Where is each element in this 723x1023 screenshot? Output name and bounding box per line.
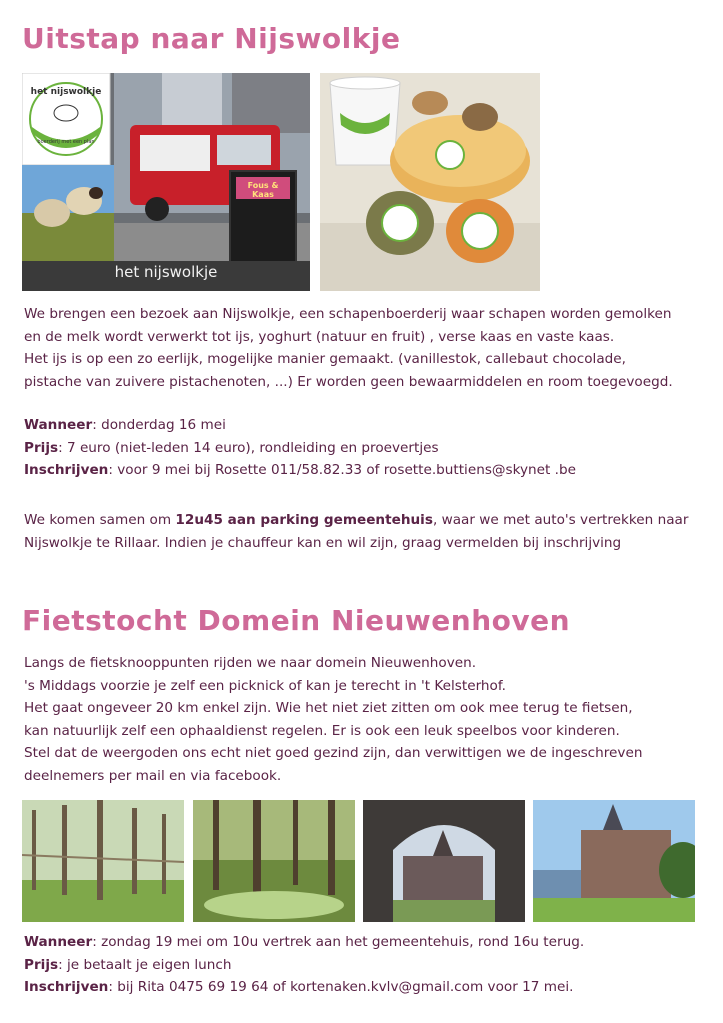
price-label: Prijs bbox=[24, 439, 59, 456]
section-title-nijswolkje: Uitstap naar Nijswolkje bbox=[22, 22, 401, 55]
section2-line-2: 's Middags voorzie je zelf een picknick of kan je terecht in 't Kelsterhof. bbox=[24, 677, 506, 694]
logo-subtext: boerderij met een plan bbox=[37, 139, 95, 145]
section2-line-4: kan natuurlijk zelf een ophaaldienst regelen. Er is ook een leuk speelbos voor kinderen. bbox=[24, 722, 620, 739]
section1-details bbox=[24, 414, 720, 482]
register-value: : bij Rita 0475 69 19 64 of kortenaken.kvlv@gmail.com voor 17 mei. bbox=[108, 979, 574, 995]
section2-line-1: Langs de fietsknooppunten rijden we naar domein Nieuwenhoven. bbox=[24, 655, 477, 671]
section1-meeting bbox=[24, 509, 720, 554]
logo-text: het nijswolkje bbox=[30, 87, 102, 97]
when-value: : zondag 19 mei om 10u vertrek aan het gemeentehuis, rond 16u terug. bbox=[92, 934, 585, 950]
price-value: : 7 euro (niet-leden 14 euro), rondleiding en proevertjes bbox=[58, 439, 439, 456]
meeting-line-1 bbox=[24, 509, 720, 532]
section1-register bbox=[24, 459, 720, 482]
meeting-line-2: Nijswolkje te Rillaar. Indien je chauffeur kan en wil zijn, graag vermelden bij inschrijving bbox=[24, 534, 622, 551]
section1-line-1: We brengen een bezoek aan Nijswolkje, een schapenboerderij waar schapen worden gemolken bbox=[24, 306, 672, 322]
section1-line-3: Het ijs is op een zo eerlijk, mogelijke manier gemaakt. (vanillestok, callebaut chocolade, bbox=[24, 351, 626, 367]
castle-gate-archway-photo bbox=[363, 800, 525, 922]
section2-line-6: deelnemers per mail en via facebook. bbox=[24, 767, 282, 784]
sheep-dairy-products-image bbox=[320, 73, 540, 291]
castle-domain-photo bbox=[533, 800, 695, 922]
section1-line-2: en de melk wordt verwerkt tot ijs, yoghurt (natuur en fruit) , verse kaas en vaste kaas. bbox=[24, 328, 615, 345]
section2-line-3: Het gaat ongeveer 20 km enkel zijn. Wie het niet ziet zitten om ook mee terug te fietsen, bbox=[24, 700, 633, 716]
meeting-post: , waar we met auto's vertrekken naar bbox=[432, 512, 689, 528]
section2-price bbox=[24, 954, 720, 977]
vineyard-trees-photo bbox=[22, 800, 184, 922]
section2-line-5: Stel dat de weergoden ons echt niet goed gezind zijn, dan verwittigen we de ingeschreven bbox=[24, 745, 643, 761]
chalkboard-heading: Fous & Kaas bbox=[247, 181, 279, 199]
collage-caption: het nijswolkje bbox=[114, 263, 218, 281]
sheep-farm-collage-image bbox=[22, 73, 310, 291]
section2-register bbox=[24, 976, 720, 999]
when-value: : donderdag 16 mei bbox=[92, 417, 226, 433]
section2-when bbox=[24, 931, 720, 954]
meeting-place: 12u45 aan parking gemeentehuis bbox=[175, 512, 433, 528]
register-label: Inschrijven bbox=[24, 462, 109, 478]
section2-description bbox=[24, 652, 720, 787]
register-value: : voor 9 mei bij Rosette 011/58.82.33 of rosette.buttiens@skynet .be bbox=[108, 462, 576, 478]
section1-description bbox=[24, 303, 720, 393]
section1-price bbox=[24, 437, 720, 460]
section-title-fietstocht: Fietstocht Domein Nieuwenhoven bbox=[22, 604, 571, 637]
meeting-pre: We komen samen om bbox=[24, 512, 176, 528]
section1-when bbox=[24, 414, 720, 437]
section1-line-4: pistache van zuivere pistachenoten, ...) Er worden geen bewaarmiddelen en room toegevoegd. bbox=[24, 373, 673, 390]
price-label: Prijs bbox=[24, 956, 59, 973]
forest-path-photo bbox=[193, 800, 355, 922]
when-label: Wanneer bbox=[24, 417, 93, 433]
register-label: Inschrijven bbox=[24, 979, 109, 995]
section2-details bbox=[24, 931, 720, 999]
price-value: : je betaalt je eigen lunch bbox=[58, 956, 232, 973]
when-label: Wanneer bbox=[24, 934, 93, 950]
